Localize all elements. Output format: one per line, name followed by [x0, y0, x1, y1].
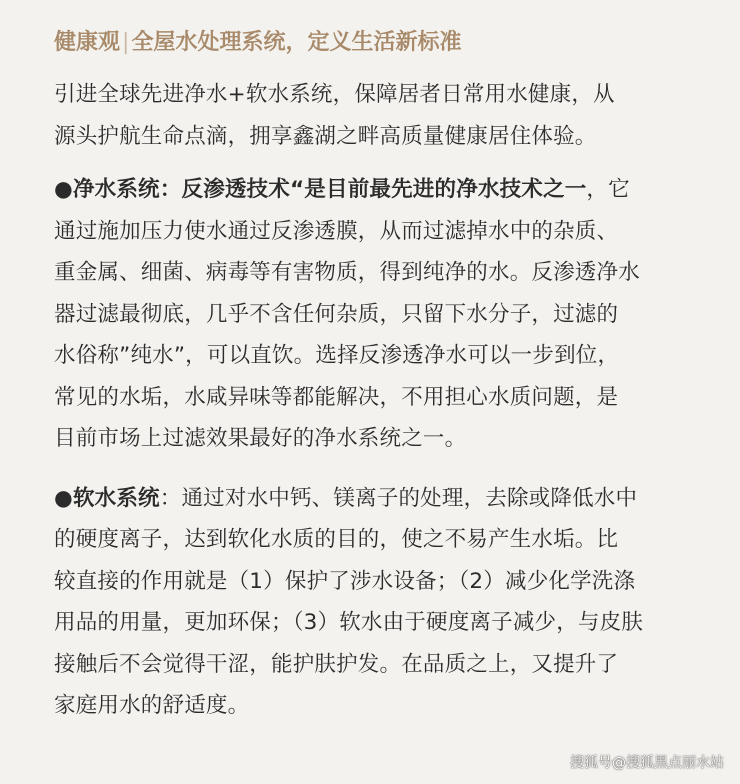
purifier-paragraph	[54, 169, 692, 460]
purifier-line: 重金属、细菌、病毒等有害物质，得到纯净的水。反渗透净水	[54, 260, 640, 285]
purifier-line: 器过滤最彻底，几乎不含任何杂质，只留下水分子，过滤的	[54, 301, 619, 327]
softener-lead-line	[54, 478, 692, 520]
softener-line: 接触后不会觉得干涩，能护肤护发。在品质之上，又提升了	[54, 651, 619, 677]
softener-line: 的硬度离子，达到软化水质的目的，使之不易产生水垢。比	[54, 527, 619, 552]
purifier-line: 通过施加压力使水通过反渗透膜，从而过滤掉水中的杂质、	[54, 218, 619, 244]
softener-line: 家庭用水的舒适度。	[54, 693, 250, 718]
softener-lead: ●软水系统	[54, 485, 160, 511]
purifier-lead-line	[54, 169, 692, 211]
purifier-lead: ●净水系统：反渗透技术“是目前最先进的净水技术之一	[54, 177, 587, 202]
softener-line: 较直接的作用就是（1）保护了涉水设备；（2）减少化学洗涤	[54, 568, 636, 594]
heading-right: 全屋水处理系统，定义生活新标准	[131, 30, 462, 55]
intro-line: 引进全球先进净水+软水系统，保障居者日常用水健康，从	[54, 82, 615, 107]
purifier-line: 目前市场上过滤效果最好的净水系统之一。	[54, 426, 467, 451]
softener-line: 用品的用量，更加环保；（3）软水由于硬度离子减少，与皮肤	[54, 610, 644, 635]
purifier-line: 水俗称”纯水”，可以直饮。选择反渗透净水可以一步到位，	[54, 343, 620, 368]
heading-left: 健康观	[54, 30, 121, 55]
watermark: 搜狐号@搜狐黑点丽水站	[570, 755, 724, 771]
section-heading	[54, 26, 692, 60]
purifier-line: 常见的水垢，水咸异味等都能解决，不用担心水质问题，是	[54, 384, 619, 410]
intro-line: 源头护航生命点滴，拥享鑫湖之畔高质量健康居住体验。	[54, 123, 597, 149]
softener-paragraph	[54, 478, 692, 727]
intro-paragraph	[54, 74, 692, 157]
purifier-lead-tail: ，它	[586, 177, 630, 202]
softener-lead-tail: ：通过对水中钙、镁离子的处理，去除或降低水中	[159, 485, 638, 511]
heading-separator: |	[122, 30, 130, 55]
